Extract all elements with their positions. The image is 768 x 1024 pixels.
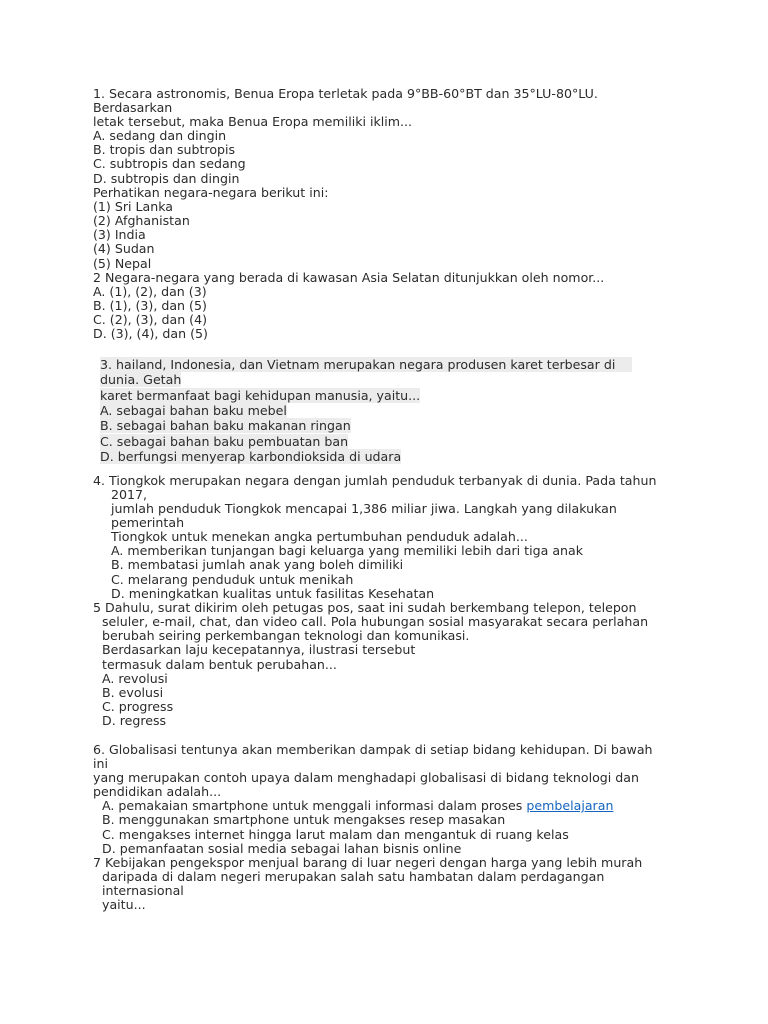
q4-option-a: A. memberikan tunjangan bagi keluarga yang memiliki lebih dari tiga anak	[111, 543, 584, 558]
q5-stem-line-5: termasuk dalam bentuk perubahan...	[102, 657, 337, 672]
q6-option-b: B. menggunakan smartphone untuk mengakses resep masakan	[102, 812, 506, 827]
q5-option-c: C. progress	[102, 699, 174, 714]
q3-option-c: C. sebagai bahan baku pembuatan ban	[100, 434, 349, 449]
q2-list-item: (2) Afghanistan	[93, 213, 190, 228]
q6-stem-line-1: 6. Globalisasi tentunya akan memberikan dampak di setiap bidang kehidupan. Di bawah	[93, 742, 653, 757]
q3-stem-line-1: 3. hailand, Indonesia, dan Vietnam merupakan negara produsen karet terbesar di	[100, 357, 632, 372]
q4-option-b: B. membatasi jumlah anak yang boleh dimiliki	[111, 557, 404, 572]
q2-list-item: (4) Sudan	[93, 241, 155, 256]
q4-stem-line-3: jumlah penduduk Tiongkok mencapai 1,386 miliar jiwa. Langkah yang dilakukan	[111, 501, 617, 516]
q6-option-d: D. pemanfaatan sosial media sebagai lahan bisnis online	[102, 841, 462, 856]
q2-list-item: (5) Nepal	[93, 256, 152, 271]
pembelajaran-link[interactable]: pembelajaran	[526, 798, 614, 813]
q4-stem-line-1: 4. Tiongkok merupakan negara dengan jumlah penduduk terbanyak di dunia. Pada tahun	[93, 473, 657, 488]
q6-stem-line-3: yang merupakan contoh upaya dalam menghadapi globalisasi di bidang teknologi dan	[93, 770, 640, 785]
q5-option-d: D. regress	[102, 713, 167, 728]
q7-stem-line-1: 7 Kebijakan pengekspor menjual barang di luar negeri dengan harga yang lebih murah	[93, 855, 643, 870]
q1-stem-line-2: Berdasarkan	[93, 100, 173, 115]
q3-option-b: B. sebagai bahan baku makanan ringan	[100, 418, 351, 433]
q4-option-d: D. meningkatkan kualitas untuk fasilitas Kesehatan	[111, 586, 435, 601]
q1-option-a: A. sedang dan dingin	[93, 128, 227, 143]
q7-stem-line-3: internasional	[102, 883, 184, 898]
q4-stem-line-5: Tiongkok untuk menekan angka pertumbuhan penduduk adalah...	[111, 529, 528, 544]
q2-option-d: D. (3), (4), dan (5)	[93, 326, 208, 341]
q2-option-c: C. (2), (3), dan (4)	[93, 312, 208, 327]
q5-option-a: A. revolusi	[102, 671, 168, 686]
q6-stem-line-4: pendidikan adalah...	[93, 784, 222, 799]
q4-option-c: C. melarang penduduk untuk menikah	[111, 572, 354, 587]
q3-option-a: A. sebagai bahan baku mebel	[100, 403, 287, 418]
q2-list-item: (1) Sri Lanka	[93, 199, 174, 214]
q6-option-a	[102, 799, 613, 813]
q4-stem-line-4: pemerintah	[111, 515, 185, 530]
q4-stem-line-2: 2017,	[111, 487, 148, 502]
q6-option-c: C. mengakses internet hingga larut malam dan mengantuk di ruang kelas	[102, 827, 569, 842]
q6-stem-line-2: ini	[93, 756, 108, 771]
q2-stem: 2 Negara-negara yang berada di kawasan Asia Selatan ditunjukkan oleh nomor...	[93, 270, 605, 285]
q2-list-item: (3) India	[93, 227, 146, 242]
q1-option-c: C. subtropis dan sedang	[93, 156, 246, 171]
q1-stem-line-1: 1. Secara astronomis, Benua Eropa terletak pada 9°BB-60°BT dan 35°LU-80°LU.	[93, 86, 598, 101]
q1-option-d: D. subtropis dan dingin	[93, 171, 240, 186]
q5-stem-line-2: seluler, e-mail, chat, dan video call. Pola hubungan sosial masyarakat secara perlahan	[102, 614, 649, 629]
q5-stem-line-4: Berdasarkan laju kecepatannya, ilustrasi tersebut	[102, 642, 416, 657]
q3-stem-line-3: karet bermanfaat bagi kehidupan manusia, yaitu...	[100, 388, 421, 403]
q5-stem-line-3: berubah seiring perkembangan teknologi dan komunikasi.	[102, 628, 470, 643]
q7-stem-line-2: daripada di dalam negeri merupakan salah satu hambatan dalam perdagangan	[102, 869, 605, 884]
q6-option-a-text: A. pemakaian smartphone untuk menggali informasi dalam proses	[102, 798, 527, 813]
q5-option-b: B. evolusi	[102, 685, 164, 700]
q7-stem-line-4: yaitu...	[102, 897, 146, 912]
q5-stem-line-1: 5 Dahulu, surat dikirim oleh petugas pos, saat ini sudah berkembang telepon, telepon	[93, 600, 637, 615]
q3-stem-line-2: dunia. Getah	[100, 372, 182, 387]
q3-option-d: D. berfungsi menyerap karbondioksida di udara	[100, 449, 402, 464]
q1-option-b: B. tropis dan subtropis	[93, 142, 236, 157]
q2-intro: Perhatikan negara-negara berikut ini:	[93, 185, 329, 200]
q2-option-b: B. (1), (3), dan (5)	[93, 298, 207, 313]
q2-option-a: A. (1), (2), dan (3)	[93, 284, 207, 299]
q1-stem-line-3: letak tersebut, maka Benua Eropa memiliki iklim...	[93, 114, 413, 129]
